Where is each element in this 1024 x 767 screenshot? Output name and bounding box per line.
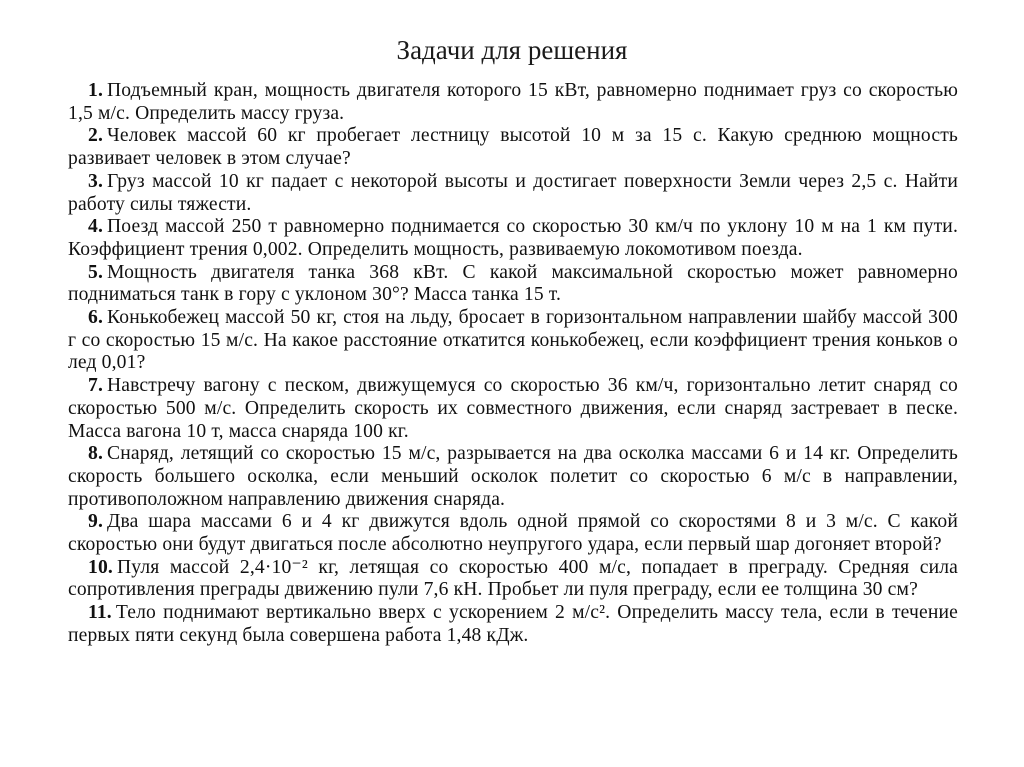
problem-text: Мощность двигателя танка 368 кВт. С какой максимальной скоростью может равномерно подниматься танк в гору с уклоном 30°? Масса танка 15 т. bbox=[68, 261, 958, 306]
problem-5 bbox=[68, 262, 958, 307]
page-title: Задачи для решения bbox=[396, 35, 628, 65]
problem-text: Подъемный кран, мощность двигателя которого 15 кВт, равномерно поднимает груз со скоростью 1,5 м/с. Определить массу груза. bbox=[68, 80, 958, 124]
problem-4 bbox=[68, 216, 958, 261]
problem-2 bbox=[68, 125, 958, 170]
problem-number: 9. bbox=[88, 511, 103, 533]
problem-6 bbox=[68, 307, 958, 375]
problem-text: Конькобежец массой 50 кг, стоя на льду, бросает в горизонтальном направлении шайбу массой 300 г со скоростью 15 м/с. На какое расстояние откатится конькобежец, если коэффициент трения коньков о лед 0,01? bbox=[68, 307, 958, 374]
problem-number: 5. bbox=[88, 261, 103, 283]
problem-text: Два шара массами 6 и 4 кг движутся вдоль одной прямой со скоростями 8 и 3 м/с. С какой скоростью они будут двигаться после абсолютно неупругого удара, если первый шар догоняет второй? bbox=[68, 511, 958, 556]
problem-8 bbox=[68, 443, 958, 511]
problem-number: 4. bbox=[88, 216, 103, 238]
problem-number: 3. bbox=[88, 170, 103, 192]
problem-9 bbox=[68, 511, 958, 556]
problem-number: 10. bbox=[88, 556, 113, 578]
problem-text: Снаряд, летящий со скоростью 15 м/с, разрывается на два осколка массами 6 и 14 кг. Определить скорость большего осколка, если меньший осколок полетит со скоростью 6 м/с в направлении, противоположном направлению движения снаряда. bbox=[68, 443, 958, 510]
problem-11 bbox=[68, 602, 958, 647]
problem-7 bbox=[68, 375, 958, 443]
problem-text: Тело поднимают вертикально вверх с ускорением 2 м/с². Определить массу тела, если в течение первых пяти секунд была совершена работа 1,48 кДж. bbox=[68, 602, 958, 646]
problem-number: 7. bbox=[88, 375, 103, 397]
problem-list bbox=[68, 80, 958, 648]
problem-text: Человек массой 60 кг пробегает лестницу высотой 10 м за 15 с. Какую среднюю мощность развивает человек в этом случае? bbox=[68, 125, 958, 170]
problem-text: Поезд массой 250 т равномерно поднимается со скоростью 30 км/ч по уклону 10 м на 1 км пути. Коэффициент трения 0,002. Определить мощность, развиваемую локомотивом поезда. bbox=[68, 216, 958, 260]
problem-number: 8. bbox=[88, 443, 103, 465]
problem-text: Груз массой 10 кг падает с некоторой высоты и достигает поверхности Земли через 2,5 с. Найти работу силы тяжести. bbox=[68, 170, 958, 215]
problem-number: 2. bbox=[88, 125, 103, 147]
problem-number: 6. bbox=[88, 307, 103, 329]
problem-number: 11. bbox=[88, 602, 112, 624]
problem-number: 1. bbox=[88, 80, 103, 101]
problem-1 bbox=[68, 80, 958, 125]
problem-10 bbox=[68, 557, 958, 602]
problem-text: Пуля массой 2,4·10⁻² кг, летящая со скоростью 400 м/с, попадает в преграду. Средняя сила сопротивления преграды движению пули 7,6 кН. Пробьет ли пуля преграду, если ее толщина 30 см? bbox=[68, 556, 958, 601]
problem-3 bbox=[68, 171, 958, 216]
problem-text: Навстречу вагону с песком, движущемуся со скоростью 36 км/ч, горизонтально летит снаряд со скоростью 500 м/с. Определить скорость их совместного движения, если снаряд застревает в песке. Масса вагона 10 т, масса снаряда 100 кг. bbox=[68, 375, 958, 442]
